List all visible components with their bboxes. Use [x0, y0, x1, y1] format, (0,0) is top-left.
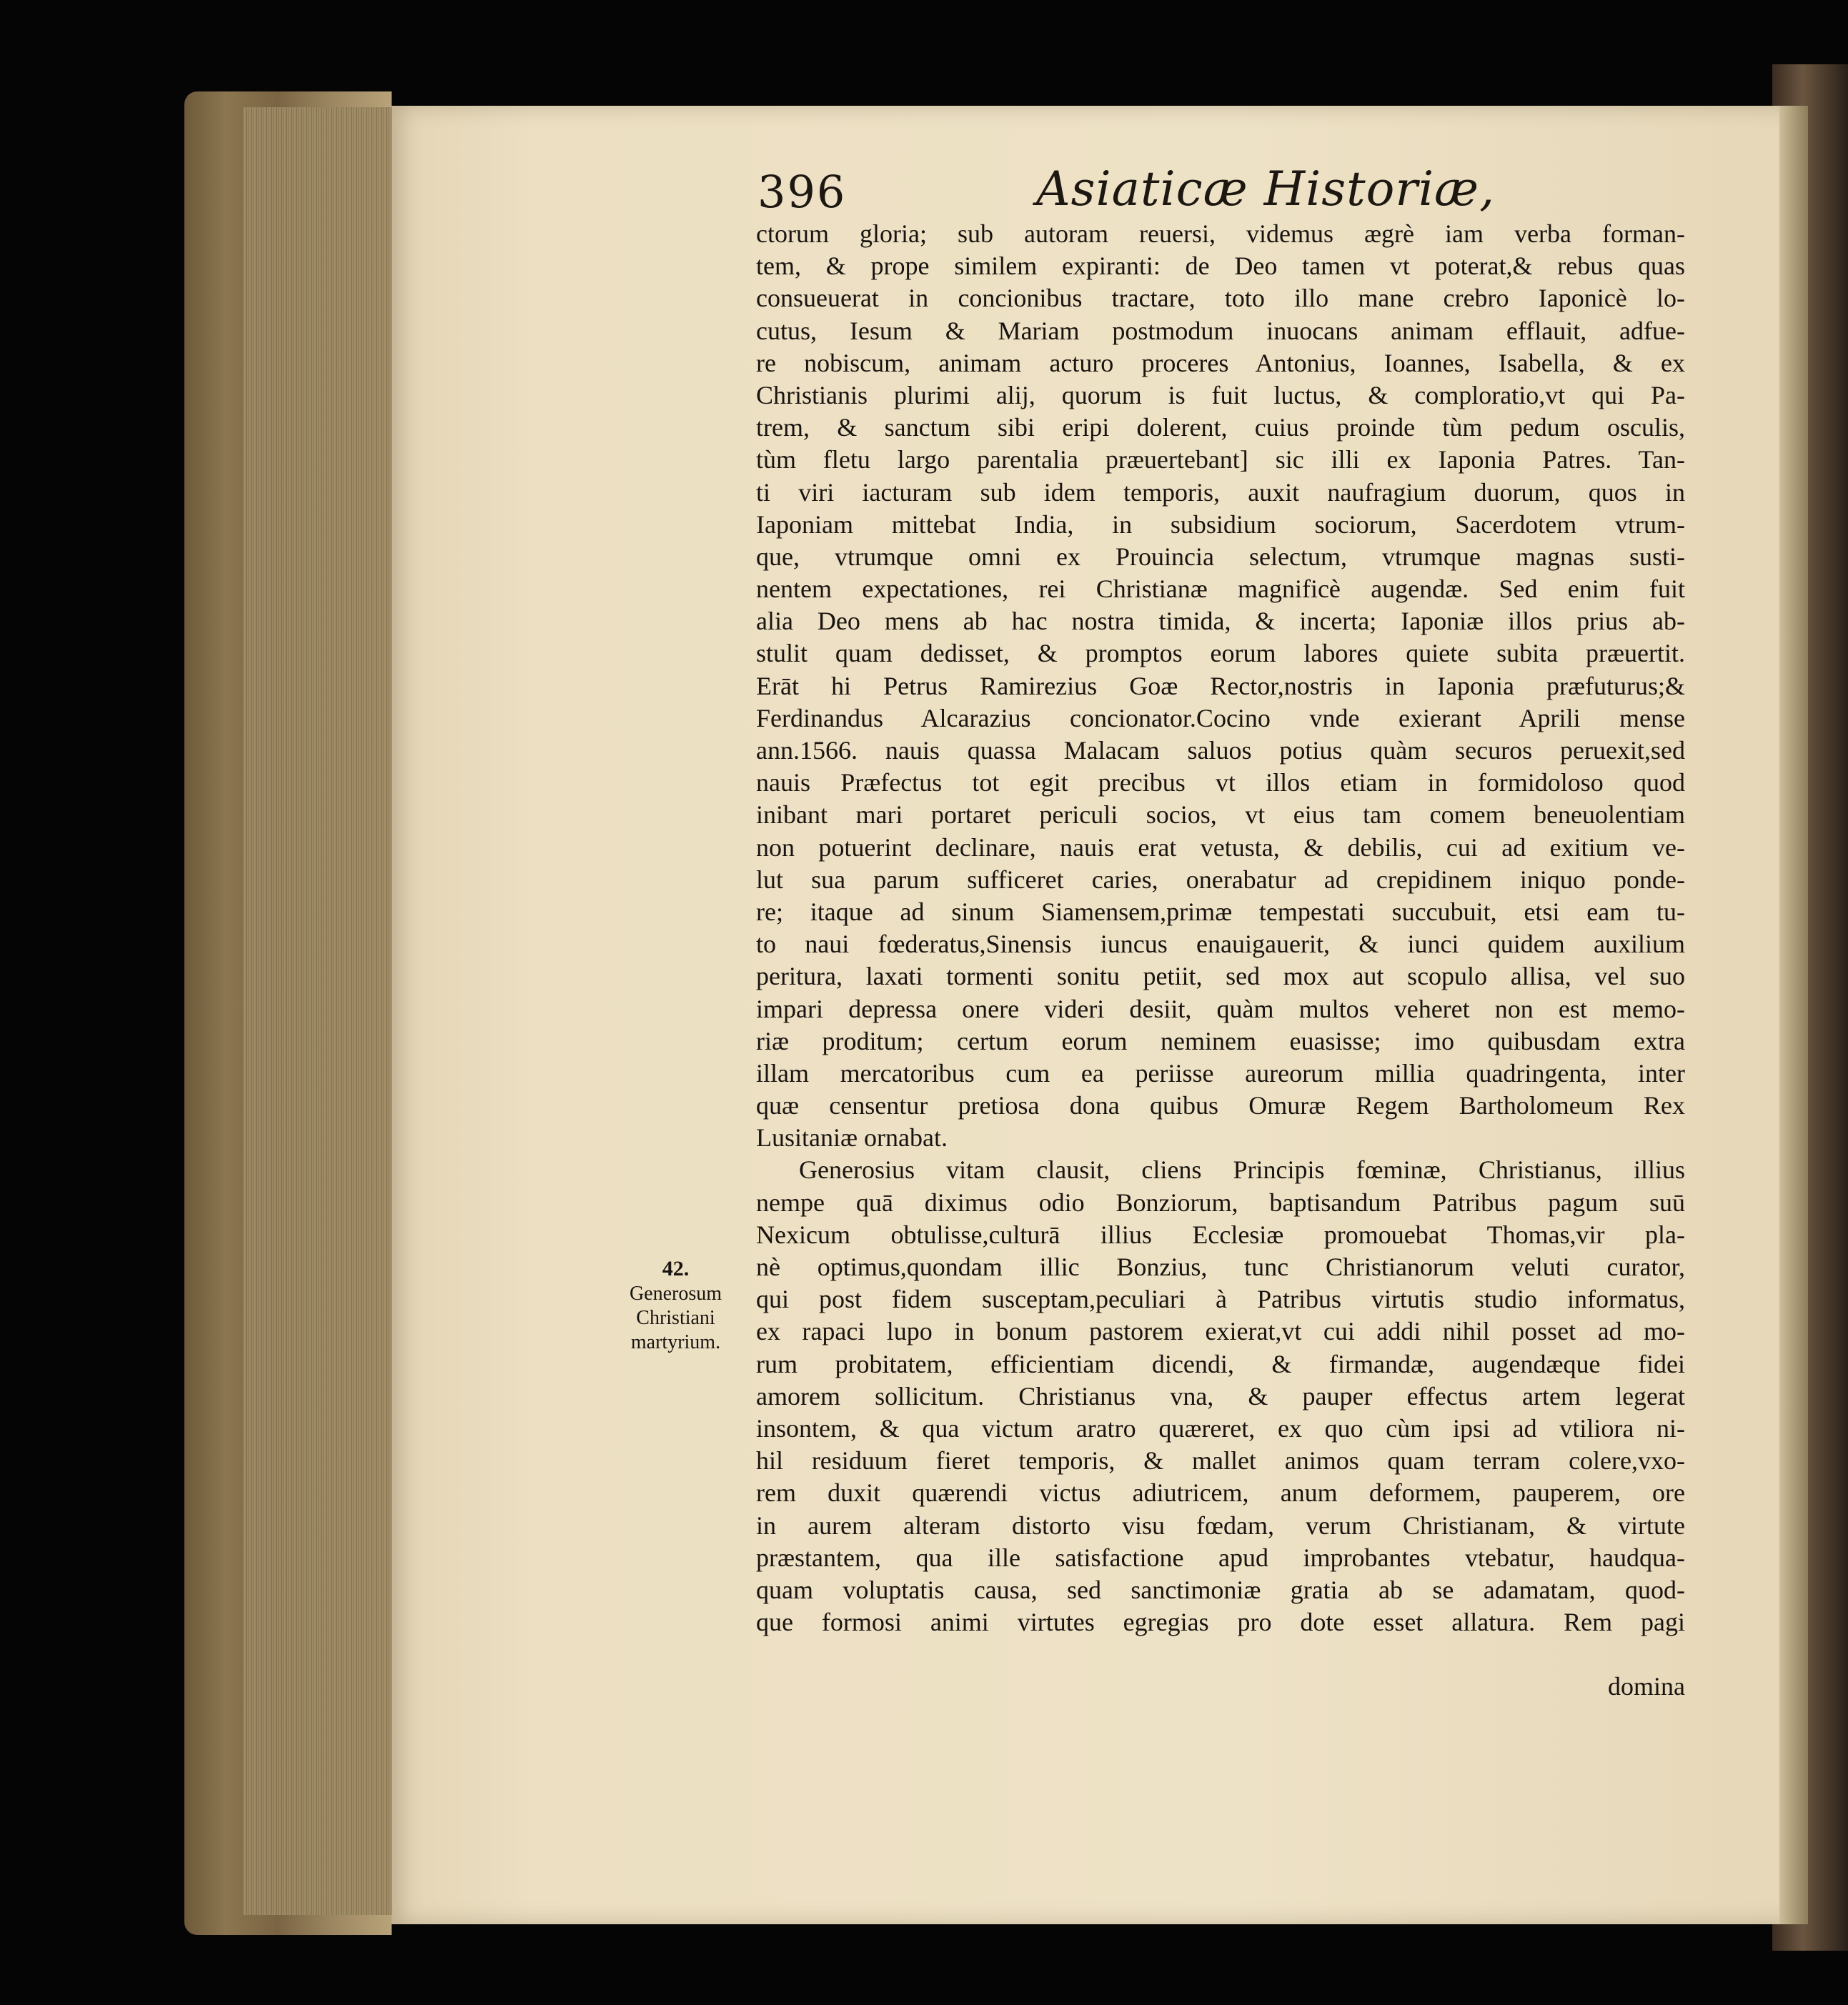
text-line: to naui fœderatus,Sinensis iuncus enauigauerit, & iunci quidem auxilium — [756, 930, 1685, 959]
text-line: nempe quā diximus odio Bonziorum, baptisandum Patribus pagum suū — [756, 1188, 1685, 1217]
text-line: tùm fletu largo parentalia præuertebant] sic illi ex Iaponia Patres. Tan- — [756, 445, 1685, 474]
text-line: quæ censentur pretiosa dona quibus Omuræ Regem Bartholomeum Rex — [756, 1091, 1685, 1120]
text-line: ctorum gloria; sub autoram reuersi, videmus ægrè iam verba forman- — [756, 219, 1685, 248]
text-line: lut sua parum sufficeret caries, onerabatur ad crepidinem iniquo ponde- — [756, 865, 1685, 894]
text-line: rem duxit quærendi victus adiutricem, anum deformem, pauperem, ore — [756, 1478, 1685, 1508]
text-line: que, vtrumque omni ex Prouincia selectum, vtrumque magnas susti- — [756, 542, 1685, 571]
marginal-note-line: Christiani — [636, 1307, 715, 1329]
catchword: domina — [1608, 1672, 1685, 1701]
text-line: rum probitatem, efficientiam dicendi, & firmandæ, augendæque fidei — [756, 1349, 1685, 1378]
page-stack — [243, 107, 407, 1915]
page-number: 396 — [757, 166, 847, 218]
text-line: insontem, & qua victum aratro quæreret, ex quo cùm ipsi ad vtiliora ni- — [756, 1413, 1685, 1443]
text-line: trem, & sanctum sibi eripi dolerent, cuius proinde tùm pedum osculis, — [756, 413, 1685, 442]
text-line: in aurem alteram distorto visu fœdam, verum Christianam, & virtute — [756, 1511, 1685, 1540]
text-line: non potuerint declinare, nauis erat vetusta, & debilis, cui ad exitium ve- — [756, 832, 1685, 862]
text-line: re; itaque ad sinum Siamensem,primæ tempestati succubuit, etsi eam tu- — [756, 897, 1685, 926]
text-line: ann.1566. nauis quassa Malacam saluos potius quàm securos peruexit,sed — [756, 736, 1685, 765]
text-line: nauis Præfectus tot egit precibus vt illos etiam in formidoloso quod — [756, 768, 1685, 797]
text-line: nè optimus,quondam illic Bonzius, tunc Christianorum veluti curator, — [756, 1253, 1685, 1281]
text-line: que formosi animi virtutes egregias pro dote esset allatura. Rem pagi — [756, 1608, 1685, 1637]
text-line: re nobiscum, animam acturo proceres Antonius, Ioannes, Isabella, & ex — [756, 348, 1685, 377]
text-line: Ferdinandus Alcarazius concionator.Cocino vnde exierant Aprili mense — [756, 703, 1685, 732]
text-line: Generosius vitam clausit, cliens Principis fœminæ, Christianus, illius — [799, 1155, 1685, 1185]
body-text — [756, 218, 1685, 1703]
text-line: Nexicum obtulisse,culturā illius Ecclesiæ promouebat Thomas,vir pla- — [756, 1220, 1685, 1249]
text-line: quam voluptatis causa, sed sanctimoniæ gratia ab se adamatam, quod- — [756, 1575, 1685, 1604]
page-gutter — [1779, 106, 1808, 1924]
text-line: Christianis plurimi alij, quorum is fuit luctus, & comploratio,vt qui Pa- — [756, 380, 1685, 409]
text-line: consueuerat in concionibus tractare, toto illo mane crebro Iaponicè lo- — [756, 284, 1685, 313]
marginal-note-line: Generosum — [629, 1283, 722, 1305]
marginal-note-line: martyrium. — [630, 1331, 721, 1353]
text-line: amorem sollicitum. Christianus vna, & pauper effectus artem legerat — [756, 1381, 1685, 1411]
text-line: impari depressa onere videri desiit, quàm multos veheret non est memo- — [756, 994, 1685, 1023]
text-line: Iaponiam mittebat India, in subsidium sociorum, Sacerdotem vtrum- — [756, 509, 1685, 539]
text-line: alia Deo mens ab hac nostra timida, & incerta; Iaponiæ illos prius ab- — [756, 607, 1685, 636]
text-line: tem, & prope similem expiranti: de Deo tamen vt poterat,& rebus quas — [756, 252, 1685, 281]
text-line: hil residuum fieret temporis, & mallet animos quam terram colere,vxo- — [756, 1446, 1685, 1476]
text-line: Lusitaniæ ornabat. — [756, 1123, 948, 1153]
text-line: ex rapaci lupo in bonum pastorem exierat,vt cui addi nihil posset ad mo- — [756, 1317, 1685, 1346]
running-title: Asiaticæ Historiæ, — [1036, 161, 1496, 217]
page-header — [757, 159, 1758, 223]
text-line: stulit quam dedisset, & promptos eorum labores quiete subita præuertit. — [756, 639, 1685, 668]
text-line: peritura, laxati tormenti sonitu petiit, sed mox aut scopulo allisa, vel suo — [756, 962, 1685, 991]
text-line: præstantem, qua ille satisfactione apud improbantes vtebatur, haudqua- — [756, 1543, 1685, 1572]
text-line: nentem expectationes, rei Christianæ magnificè augendæ. Sed enim fuit — [756, 574, 1685, 604]
text-line: Erāt hi Petrus Ramirezius Goæ Rector,nostris in Iaponia præfuturus;& — [756, 671, 1685, 700]
text-line: illam mercatoribus cum ea periisse aureorum millia quadringenta, inter — [756, 1058, 1685, 1088]
text-line — [756, 1638, 1685, 1671]
marginal-note — [613, 1256, 738, 1355]
text-line: ti viri iacturam sub idem temporis, auxit naufragium duorum, quos in — [756, 477, 1685, 507]
text-line: inibant mari portaret periculi socios, vt eius tam comem beneuolentiam — [756, 800, 1685, 830]
text-line: qui post fidem susceptam,peculiari à Patribus virtutis studio informatus, — [756, 1285, 1685, 1314]
marginal-note-number: 42. — [662, 1257, 690, 1280]
text-line: cutus, Iesum & Mariam postmodum inuocans animam efflauit, adfue- — [756, 316, 1685, 345]
text-line: riæ proditum; certum eorum neminem euasisse; imo quibusdam extra — [756, 1026, 1685, 1055]
